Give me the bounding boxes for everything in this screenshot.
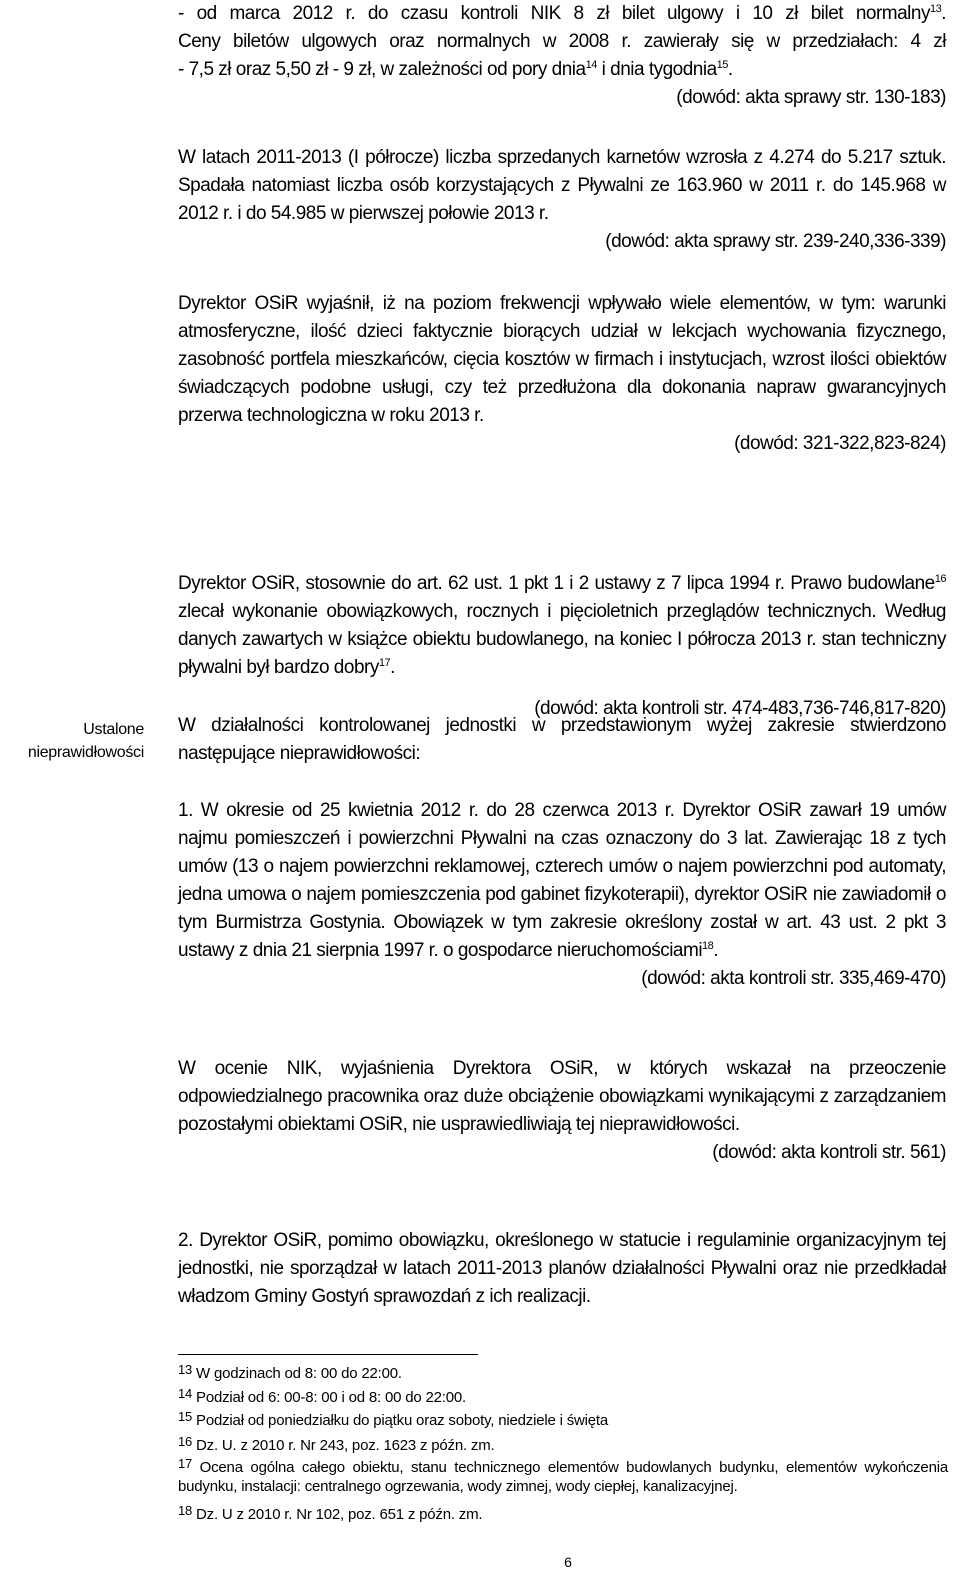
text-span: - od marca 2012 r. do czasu kontroli NIK 8 zł bilet ulgowy i 10 zł bilet normalny	[178, 3, 930, 24]
paragraph-text	[178, 570, 946, 682]
footnote	[178, 1411, 948, 1430]
footnote-ref[interactable]: 14	[585, 59, 597, 71]
text-span: .	[941, 3, 946, 24]
footnote-ref[interactable]: 17	[378, 657, 391, 669]
text-line	[178, 56, 946, 84]
footnote-text: Podział od 6: 00-8: 00 i od 8: 00 do 22:00.	[192, 1389, 466, 1406]
footnote-number: 15	[178, 1409, 193, 1424]
text-span: - 7,5 zł oraz 5,50 zł - 9 zł, w zależności od pory dnia	[178, 59, 586, 80]
footnote-number: 18	[178, 1503, 193, 1518]
evidence-reference: (dowód: 321-322,823-824)	[734, 433, 946, 454]
footnote	[178, 1458, 948, 1496]
footnote-number: 13	[178, 1362, 193, 1377]
page-number: 6	[564, 1554, 572, 1570]
paragraph-text	[178, 797, 946, 965]
paragraph-finding-2	[178, 1227, 946, 1311]
footnote-separator	[178, 1354, 478, 1355]
text-line: Ceny biletów ulgowych oraz normalnych w 2008 r. zawierały się w przedziałach: 4 zł	[178, 31, 946, 52]
evidence-reference: (dowód: akta sprawy str. 239-240,336-339)	[605, 231, 946, 252]
paragraph-nik-assessment	[178, 1055, 946, 1167]
footnote	[178, 1364, 948, 1383]
footnote-number: 17	[178, 1456, 193, 1471]
paragraph-finding-1	[178, 797, 946, 993]
paragraph-text: W ocenie NIK, wyjaśnienia Dyrektora OSiR, w których wskazał na przeoczenie odpowiedzialnego pracownika oraz duże obciążenie obowiązkami wynikającymi z zarządzaniem pozostałymi obiektami OSiR, nie usprawiedliwiają tej nieprawidłowości.	[178, 1058, 946, 1135]
margin-label-line: nieprawidłowości	[27, 744, 144, 761]
evidence-reference: (dowód: akta kontroli str. 474-483,736-746,817-820)	[534, 698, 946, 719]
footnote-number: 16	[178, 1434, 193, 1449]
evidence-reference: (dowód: akta kontroli str. 335,469-470)	[641, 968, 946, 989]
paragraph-irregularities-intro	[178, 712, 946, 768]
margin-label-line: Ustalone	[83, 721, 144, 738]
text-span: i dnia tygodnia	[596, 59, 717, 80]
footnote-ref[interactable]: 18	[702, 940, 714, 952]
text-span: .	[390, 657, 395, 678]
footnote-number: 14	[178, 1386, 193, 1401]
paragraph-text: 2. Dyrektor OSiR, pomimo obowiązku, określonego w statucie i regulaminie organizacyjnym tej jednostki, nie sporządzał w latach 2011-2013 planów działalności Pływalni oraz nie przedkładał władzom Gminy Gostyń sprawozdań z ich realizacji.	[178, 1230, 946, 1307]
text-line	[178, 0, 946, 28]
evidence-reference: (dowód: akta kontroli str. 561)	[712, 1142, 946, 1163]
footnote-text: Ocena ogólna całego obiektu, stanu technicznego elementów budowlanych budynku, elementów wykończenia budynku, instalacji: centralnego ogrzewania, wody zimnej, wody ciepłej, kanalizacyjnej.	[178, 1459, 948, 1495]
evidence-reference: (dowód: akta sprawy str. 130-183)	[676, 87, 946, 108]
footnote-text: Podział od poniedziałku do piątku oraz soboty, niedziele i święta	[192, 1412, 609, 1429]
paragraph-text: W działalności kontrolowanej jednostki w przedstawionym wyżej zakresie stwierdzono następujące nieprawidłowości:	[178, 715, 946, 764]
paragraph-ticket-prices	[178, 0, 946, 112]
text-span: 1. W okresie od 25 kwietnia 2012 r. do 28 czerwca 2013 r. Dyrektor OSiR zawarł 19 umów najmu pomieszczeń i powierzchni Pływalni na czas oznaczony do 3 lat. Zawierając 18 z tych umów (13 o najem powierzchni reklamowej, czterech umów o najem powierzchni pod automaty, jedna umowa o najem pomieszczenia pod gabinet fizykoterapii), dyrektor OSiR nie zawiadomił o tym Burmistrza Gostynia. Obowiązek w tym zakresie określony został w art. 43 ust. 2 pkt 3 ustawy z dnia 21 sierpnia 1997 r. o gospodarce nieruchomościami	[178, 800, 946, 961]
footnote	[178, 1505, 948, 1524]
paragraph-director-explanation	[178, 290, 946, 458]
paragraph-text: Dyrektor OSiR wyjaśnił, iż na poziom frekwencji wpływało wiele elementów, w tym: warunki atmosferyczne, ilość dzieci faktycznie biorących udział w lekcjach wychowania fizycznego, zasobność portfela mieszkańców, cięcia kosztów w firmach i instytucjach, wzrost ilości obiektów świadczących podobne usługi, czy też przedłużona dla dokonania napraw gwarancyjnych przerwa technologiczna w roku 2013 r.	[178, 293, 946, 426]
paragraph-technical-inspections	[178, 570, 946, 723]
footnote-text: W godzinach od 8: 00 do 22:00.	[192, 1365, 402, 1382]
footnote-ref[interactable]: 13	[929, 3, 942, 15]
text-span: .	[713, 940, 719, 961]
text-span: Dyrektor OSiR, stosownie do art. 62 ust. 1 pkt 1 i 2 ustawy z 7 lipca 1994 r. Prawo budowlane	[178, 573, 935, 594]
footnote-text: Dz. U. z 2010 r. Nr 243, poz. 1623 z późn. zm.	[192, 1437, 495, 1454]
paragraph-ticket-sales	[178, 144, 946, 256]
paragraph-text: W latach 2011-2013 (I półrocze) liczba sprzedanych karnetów wzrosła z 4.274 do 5.217 sztuk. Spadała natomiast liczba osób korzystających z Pływalni ze 163.960 w 2011 r. do 145.968 w 2012 r. i do 54.985 w pierwszej połowie 2013 r.	[178, 147, 946, 224]
footnote	[178, 1388, 948, 1407]
footnote-ref[interactable]: 16	[934, 573, 946, 585]
footnote	[178, 1436, 948, 1455]
footnote-ref[interactable]: 15	[716, 59, 728, 71]
margin-label-irregularities	[0, 718, 144, 764]
text-span: zlecał wykonanie obowiązkowych, rocznych i pięcioletnich przeglądów technicznych. Według danych zawartych w książce obiektu budowlanego, na koniec I półrocza 2013 r. stan techniczny pływalni był bardzo dobry	[178, 601, 946, 678]
footnote-text: Dz. U z 2010 r. Nr 102, poz. 651 z późn. zm.	[192, 1506, 483, 1523]
text-span: .	[727, 59, 733, 80]
